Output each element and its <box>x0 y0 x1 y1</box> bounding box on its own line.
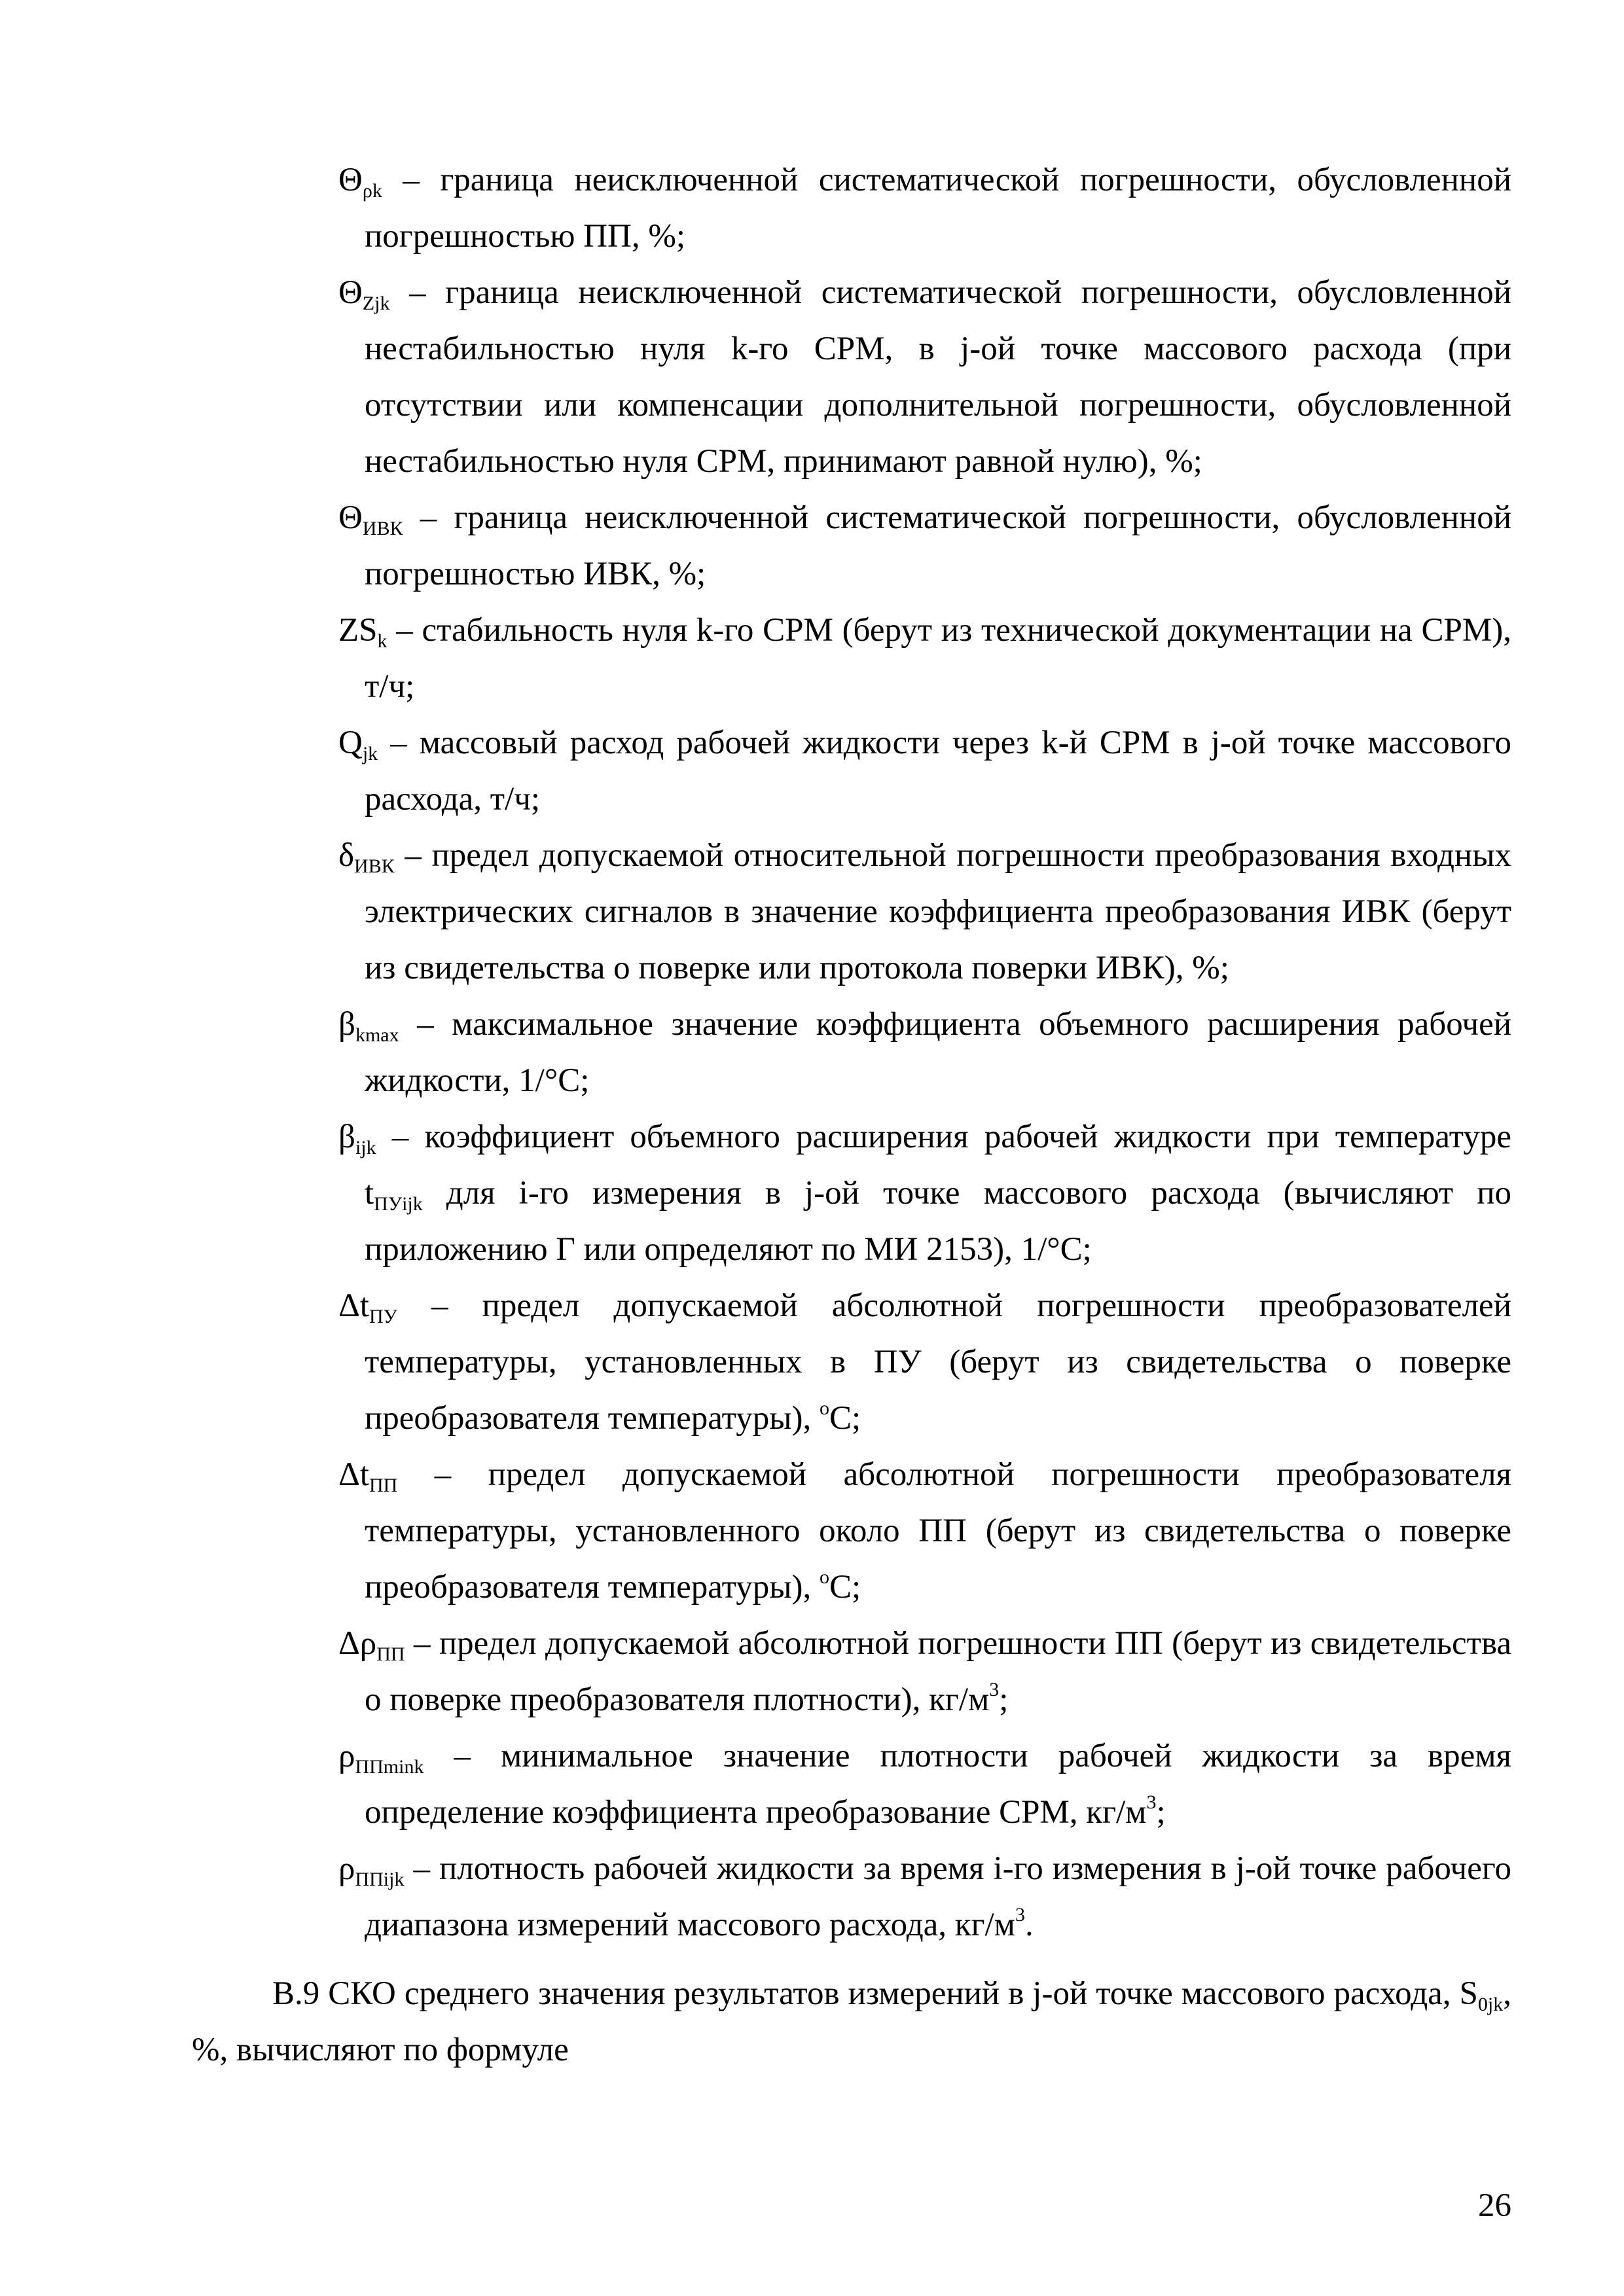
definition-theta-ivk <box>338 490 1511 602</box>
definition-text-continued: . <box>1024 1907 1034 1943</box>
symbol-main: Q <box>338 725 363 761</box>
definition-text: – стабильность нуля k-го СРМ (берут из технической документации на СРМ), т/ч; <box>365 612 1511 705</box>
symbol-main: Θ <box>338 162 363 198</box>
symbol-subscript: ПП <box>369 1475 398 1496</box>
symbol-main: β <box>338 1006 355 1043</box>
definition-q <box>338 715 1511 827</box>
symbol <box>338 1625 405 1665</box>
unit-superscript: 3 <box>989 1679 1000 1700</box>
definition-text: – коэффициент объемного расширения рабочей жидкости при температуре t <box>365 1119 1511 1211</box>
definition-text: – плотность рабочей жидкости за время i-го измерения в j-ой точке рабочего диапазона измерений массового расхода, кг/м <box>365 1850 1511 1943</box>
symbol <box>338 1119 376 1158</box>
symbol <box>338 837 395 877</box>
definition-beta-kmax <box>338 996 1511 1109</box>
paragraph-text-continued: , %, вычисляют по формуле <box>192 1975 1511 2068</box>
symbol-main: Δt <box>338 1456 369 1493</box>
symbol-subscript: kmax <box>355 1024 399 1046</box>
definition-text-continued: ; <box>1156 1794 1166 1831</box>
symbol-subscript: ijk <box>355 1137 376 1158</box>
definition-delta-rho-pp <box>338 1615 1511 1728</box>
symbol-subscript: ППijk <box>355 1869 405 1890</box>
definition-rho-ppmin <box>338 1728 1511 1840</box>
unit-superscript: 3 <box>1146 1791 1157 1813</box>
symbol-main: ρ <box>338 1850 355 1887</box>
symbol-subscript: Zjk <box>362 293 390 314</box>
paragraph-indent <box>192 1975 272 2012</box>
symbol <box>338 1850 405 1890</box>
symbol <box>338 1287 397 1327</box>
symbol-subscript: ППmink <box>355 1756 424 1778</box>
definition-text: – предел допускаемой абсолютной погрешности преобразователя температуры, установленного около ПП (берут из свидетельства о поверке преобразователя температуры), <box>365 1456 1511 1605</box>
definition-text: – граница неисключенной систематической погрешности, обусловленной погрешностью ИВК, %; <box>365 499 1511 592</box>
symbol <box>338 274 390 314</box>
definition-text: – минимальное значение плотности рабочей жидкости за время определение коэффициента преобразование СРМ, кг/м <box>365 1738 1511 1831</box>
paragraph-b9 <box>192 1965 1511 2078</box>
paragraph-text: В.9 СКО среднего значения результатов измерений в j-ой точке массового расхода, S <box>272 1975 1478 2012</box>
symbol-main: Δt <box>338 1287 369 1324</box>
definition-text-continued: С; <box>829 1400 861 1437</box>
definition-theta-rho <box>338 152 1511 264</box>
symbol <box>338 1006 399 1046</box>
symbol-main: ρ <box>338 1738 355 1774</box>
symbol-main: Θ <box>338 274 363 311</box>
definition-text: – предел допускаемой относительной погрешности преобразования входных электрических сигналов в значение коэффициента преобразования ИВК (берут из свидетельства о поверке или протокола поверки ИВК), %; <box>365 837 1511 986</box>
definition-rho-ppijk <box>338 1840 1511 1953</box>
symbol-subscript: ПП <box>376 1643 405 1665</box>
definition-text-continued: ; <box>999 1681 1009 1718</box>
definition-text: – массовый расход рабочей жидкости через k-й СРМ в j-ой точке массового расхода, т/ч; <box>365 725 1511 817</box>
definition-text: – предел допускаемой абсолютной погрешности ПП (берут из свидетельства о поверке преобразователя плотности), кг/м <box>365 1625 1511 1718</box>
symbol-main: β <box>338 1119 355 1155</box>
symbol-main: Δρ <box>338 1625 377 1662</box>
definition-text-continued: С; <box>829 1569 861 1605</box>
degree-superscript: о <box>819 1397 829 1419</box>
page-number: 26 <box>1478 2187 1511 2224</box>
degree-superscript: о <box>819 1566 829 1588</box>
definition-theta-z <box>338 264 1511 490</box>
symbol <box>338 1738 424 1778</box>
definition-beta-ijk <box>338 1109 1511 1278</box>
definition-text: – предел допускаемой абсолютной погрешности преобразователей температуры, установленных в ПУ (берут из свидетельства о поверке преобразователя температуры), <box>365 1287 1511 1437</box>
definition-delta-t-pp <box>338 1446 1511 1615</box>
symbol-subscript: jk <box>362 743 378 764</box>
symbol-main: ZS <box>338 612 378 649</box>
definition-delta-ivk <box>338 827 1511 996</box>
inline-subscript: ПУijk <box>374 1193 423 1215</box>
definition-text: – граница неисключенной систематической погрешности, обусловленной нестабильностью нуля k-го СРМ, в j-ой точке массового расхода (при отсутствии или компенсации дополнительной погрешности, обусловленной нестабильностью нуля СРМ, принимают равной нулю), %; <box>365 274 1511 480</box>
symbol-subscript: ИВК <box>362 518 403 539</box>
definition-delta-t-pu <box>338 1278 1511 1446</box>
symbol <box>338 499 403 539</box>
symbol <box>338 612 388 652</box>
symbol-main: Θ <box>338 499 363 536</box>
symbol-subscript: k <box>377 630 388 652</box>
symbol <box>338 162 382 202</box>
symbol <box>338 1456 398 1496</box>
definition-text: – граница неисключенной систематической погрешности, обусловленной погрешностью ПП, %; <box>365 162 1511 255</box>
definition-text-continued: для i-го измерения в j-ой точке массового расхода (вычисляют по приложению Г или определяют по МИ 2153), 1/°С; <box>365 1175 1511 1268</box>
definitions-list <box>338 152 1511 1953</box>
symbol-main: δ <box>338 837 355 874</box>
unit-superscript: 3 <box>1015 1904 1025 1926</box>
symbol-subscript: ρk <box>362 180 382 202</box>
paragraph-subscript: 0jk <box>1477 1994 1504 2015</box>
symbol-subscript: ИВК <box>354 855 395 877</box>
symbol <box>338 725 378 764</box>
definition-zs <box>338 602 1511 715</box>
symbol-subscript: ПУ <box>369 1306 397 1327</box>
definition-text: – максимальное значение коэффициента объемного расширения рабочей жидкости, 1/°С; <box>365 1006 1511 1099</box>
